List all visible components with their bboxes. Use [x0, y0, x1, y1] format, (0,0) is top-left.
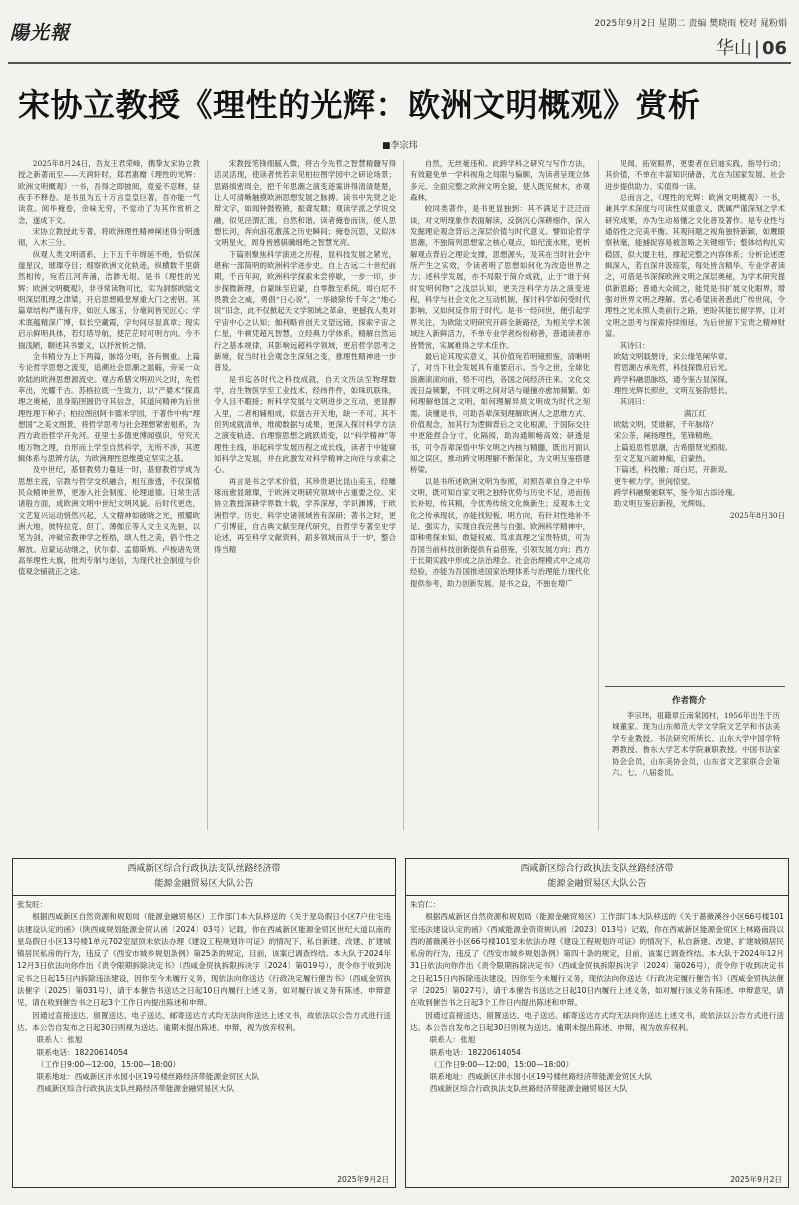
notice-issuer: 西咸新区综合行政执法支队丝路经济带能源金融贸易区大队: [36, 1084, 235, 1094]
poem-line: 下篇述，科技辙；哥白尼，开新说。: [613, 465, 733, 475]
notice-body: [17, 899, 391, 1096]
poem-line: 助文明互鉴启新程，光辉烁。: [613, 499, 710, 509]
notice-title-line2: 能源金融贸易区大队公告: [547, 879, 647, 889]
poem-line: 至文艺复兴破神痂，启蒙热。: [613, 453, 710, 463]
poem-line: 更牛顿力学，世间惊觉。: [613, 476, 696, 486]
dateline: 2025年9月2日 星期二 责编 樊晓雨 校对 晁粉娟: [594, 19, 787, 29]
author-title: 作者简介: [672, 696, 707, 706]
paragraph: 较同类著作，是书更显独到：其不满足于泛泛而谈，对文明现象作表面解读，反倒沉心深耕细作，深入发掘理论观念背后之深层价值与时代意义。譬如论哲学思潮，不独简列思想家之核心观点，如纪流水账，更析解观点背后之理论支撑，思想源头，及其在当时社会中所产生之实效，令读者明了思想如何化为改造世界之力；述科学发展，亦不局限于简介成就，止于“谁于何时发明何物”之浅层认知，更关注科学方法之演变进程，科学与社会文化之互动机制，探讨科学如何受时代影响，又如何反作用于时代。是书一经问世，便引起学界关注，为欧陆文明研究开辟全新路径，为相关学术领域注入新鲜活力，不单专业学者纷纷称善，普通读者亦皆赞赏，实属难得之学术佳作。: [410, 204, 590, 350]
section-name: 华山: [715, 38, 752, 59]
paragraph: 再言是书之学术价值，其珍贵堪比昆山美玉，经雕琢而愈显璀璨，于欧洲文明研究领域中占重要之位。宋协立教授深耕学界数十载，学养深厚，学识渊博，于欧洲哲学、历史、科学史诸领域皆有深研；著书之时，更广引博征，自古典文献至现代研究，自哲学专著至史学论述，再至科学文献资料，蹈多领域而从于一炉，整合得当精: [214, 476, 396, 554]
article-column-3: [410, 158, 590, 830]
notice-right: [405, 858, 789, 1188]
notice-title-line1: 西咸新区综合行政执法支队丝路经济带: [520, 864, 674, 874]
notice-paragraph: 因通过直接送达、留置送达、电子送达、邮寄送达方式均无法向你送达上述文书，故依法以公告方式进行送达。本公告自发布之日起30日则视为送达。逾期未提出陈述、申辩，视为放弃权利。: [17, 1010, 391, 1032]
section-label: 华山 | 06: [715, 38, 787, 59]
notice-contact: 联系人：张旭: [36, 1035, 83, 1045]
notice-date: 2025年9月2日: [337, 1175, 389, 1184]
notice-phone: 联系电话：18220614054: [429, 1047, 521, 1057]
paragraph: 最后论其现实意义，其价值宛若明镜照鉴，清晰明了，对当下社会发展具有重要启示。当今之世，全球化浪潮滚滚向前，势不可挡，各国之间经济往来、文化交流日益频繁，不同文明之间对话与碰撞亦愈加频繁。如何理解他国之文明，如何理解异质文明成为时代之刻需。读懂是书，可助吾辈深刻理解欧洲人之思维方式、价值观念，加其行为逻辑背后之文化根源，于国际交往中更能捏合分寸，化隔阂，助沟通顺畅高效；研透是书，可令吾辈深悟中华文明之内核与精髓，既出月面认知之误区，推动跨文明理解不断深化，为文明互鉴搭建桥梁。: [410, 351, 590, 475]
paragraph: 自然，无丝毫违和。此跨学科之研究与写作方法，有效避免单一学科视角之局限与偏颇，为读者呈现立体多元、全面完整之欧洲文明全貌，使人既见树木，亦观森林。: [410, 159, 590, 203]
poem-line: 欧陆文明载册诗，宋公缘笔阐华章。: [613, 351, 733, 361]
paragraph: 以是书所述欧洲文明为参照，对照吾辈自身之中华文明，既可知自家文明之独特优势与历史不足，进而扬长补短，传其精，令优秀传统文化焕新生；反观本土文化之传承现状，亦能找短板、明方向，有针对性地补不足、强实力，实现自我完善与自强。欧洲科学精神中，即种勇探未知、敢疑权威、笃求真理之宝贵特质，可为吾国当前科技创新提供有益借鉴，引领发展方向；西方于长期实践中形成之法治理念、社会治理模式中之成功经验，亦能为吾国推进国家治理体系与治理能力现代化提供参考，助力创新发展。是书之益，不独在增广: [410, 476, 590, 588]
paragraph: 纵观人类文明谱系，上下五千年绵延不绝，恰似深邃星汉，璀璨夺目；细察欧洲文化轨迹，纵横数千里蔚然相传，宛若江河奔涌，浩渺无垠。是书《理性的光辉：欧洲文明概观》，非寻常读物可比，实为洞察欧陆文明深层肌理之津梁，开启思想殿堂厚重大门之密钥。其篇章结构严谨有序，如匠人琢玉，分毫间皆见匠心；学术底蕴精深广博，似长空藏霞，字句间尽显真章；现实启示鲜明具体，若灯塔导航，使茫茫时可明方向。今不揣浅陋，聊述其书要义，以抒赏析之情。: [18, 249, 200, 350]
notice-title-line2: 能源金融贸易区大队公告: [154, 879, 254, 889]
notice-paragraph: 根据西咸新区自然资源和规划局（能源金融贸易区）工作部门本大队移送的《关于蔷薇溪谷小区66号楼101室违法建设认定的函》（西咸能源金资资规认函〔2023〕013号）记载，你在西咸新区能源金贸区上林路南段以西的蔷薇溪谷小区66号楼101室未依法办理《建设工程规划许可证》的情况下，私自新建、改建、扩建城镇居民私房的行为，违反了《西安市城乡规划条例》第四十条的规定，目前，该案已调查终结。本大队于2024年12月31日依法向你作出《责令限期拆除决定书》（西咸金贸执拆限拆决字〔2024〕第026号），责令你于收到决定书之日起15日内拆除违法建设，因你至今未履行义务，现依法向你送达《行政决定履行催告书》（西咸金贸执法催字〔2025〕第027号），请于本催告书送达之日起10日内履行上述义务，如对履行该义务有陈述、申辩意见，请在收到催告书之日起3个工作日内提出陈述和申辩。: [410, 912, 784, 1008]
paragraph: 宋教授笔锋细腻入微，将古今先哲之智慧精髓写得活灵活现，使读者恍若亲见柏拉图学园中之研论场景；思路缜密周全，把千年思潮之演变逐案讲得清清楚楚，让人可清晰触摸欧洲思想发展之脉搏。读书中先贤之论辩文字，如闻钟鼓铿锵，振聋发聩；观读学派之学说交融，似见泾渭汇流，自然和谐。读者掩卷而读，使人思想长河，奔向浪花激荡之历史瞬间；掩卷沉思，又似沐文明星火，周身皆感骐骥细绝之智慧光亮。: [214, 159, 396, 248]
notice-header: [13, 859, 395, 896]
notice-hours: （工作日9:00—12:00，15:00—18:00）: [36, 1059, 181, 1069]
article-byline: ■李宗玮: [382, 141, 418, 151]
poem-line: 哲思潮古承先哲，科技探微启后光。: [613, 363, 733, 373]
column-divider: [403, 160, 404, 830]
article-column-2: [214, 158, 396, 830]
notice-issuer: 西咸新区综合行政执法支队丝路经济带能源金融贸易区大队: [429, 1084, 628, 1094]
notice-date: 2025年9月2日: [730, 1175, 782, 1184]
poem-line: 上篇追思哲思潮，古希腊贤光照彻。: [613, 442, 733, 452]
paragraph: 及中世纪，基督教势力蔓延一时，基督教哲学成为思想主流，宗教与哲学交织融合，相互渗透，不仅深植民众精神世界，更渗入社会制度、伦理道德、日常生活诸般方面，成欧洲文明中世纪文明风貌。后时代更迭，文艺复兴运动悄然兴起，人文精神如破晓之光，照耀欧洲大地，彼特拉克、但丁、薄伽丘等人文主义先驱，以笔为剑，冲破宗教神学之桎梏，颂人性之美，倡个性之解放。启蒙运动继之，伏尔泰、孟德斯鸠、卢梭诸先贤高举理性大旗，批判专制与迷信，为现代社会制度与价值观念铺就正之途。: [18, 465, 200, 577]
author-bio: [612, 710, 780, 778]
notice-title-line1: 西咸新区综合行政执法支队丝路经济带: [127, 864, 281, 874]
notice-address: 联系地址：西咸新区沣水园小区19号楼丝路经济带能源金贸区大队: [36, 1072, 260, 1082]
column-divider: [207, 160, 208, 830]
paragraph: 见闻、拓宽眼界，更要者在启迪实践、指导行动；其价值，不单在丰富知识储备，尤在为国家发展、社会进步提供助力、实值得一读。: [605, 159, 785, 191]
poem-title: 满江红: [683, 408, 707, 418]
poem-label: 其词曰：: [619, 397, 650, 407]
column-divider: [598, 160, 599, 830]
paragraph: 是书迄各时代之科技成就，自天文历法至物理数学，自生物医学至工业技术，经纬件件，如珠玑联珠，令人目不暇接；析科学发展与文明进步之互动，更显醇入里，二者相辅相成，似盘古开天地，缺一不可。其不但列成就清单，堆砌数据与成果，更深入探讨科学方法之演变轨迹、自理察思想之跳跃质变，以“科学精神”等理性主线，串起科学发展历程之成长线，读者于中能窥知科学之发展，并在此激发对科学精神之向往与求索之心。: [214, 374, 396, 475]
article-date: 2025年8月30日: [729, 510, 785, 520]
notice-phone: 联系电话：18220614054: [36, 1047, 128, 1057]
article-column-4: [605, 158, 785, 666]
header-divider: [8, 62, 791, 64]
paragraph: 下篇则聚焦科学演进之历程，显科技发展之紧光，堪称一部简明的欧洲科学进步史。自上古远二十世纪前期，千百年间，欧洲科学探索未尝停歇，一步一印，步步探微新理，自蒙昧至启蒙，自零散至系统。哥白尼不畏教会之威，勇倡“日心说”，一举破除传千年之“地心说”旧念，此不仅掀起天文学领域之革命，更撼我人类对宇宙中心之认知；伽利略首创天文望远镜，探索宇宙之仁星，牛顿凭超凡智慧，立经典力学体系，精解自然运行之基本规律，其影响远超科学领域，更启哲学思考之新境，促当时社会观念生深刻之变，推理性精神进一步普及。: [214, 249, 396, 373]
poem-line: 宋公茶，阐扬理性，笔锋精绝。: [613, 431, 718, 441]
article-column-1: [18, 158, 200, 830]
page-number: 06: [761, 38, 787, 59]
poem-line: 跨学科融思脉络，通今鉴古显深探。: [613, 374, 733, 384]
notice-hours: （工作日9:00—12:00，15:00—18:00）: [429, 1059, 574, 1069]
notice-header: [406, 859, 788, 896]
poem-line: 理性光辉长照世，文明互鉴韵悠长。: [613, 385, 733, 395]
notice-address: 联系地址：西咸新区沣水园小区19号楼丝路经济带能源金贸区大队: [429, 1072, 653, 1082]
notice-left: [12, 858, 396, 1188]
notice-addressee: 朱官仁：: [410, 900, 441, 909]
paragraph: 总而言之，《理性的光辉：欧洲文明概观》一书，兼具学术深度与可读性双重意义，既属严谨深刻之学术研究成果，亦为生动易懂之文化普及著作。是专业性与通俗性之完美平衡。其观问题之视角独特新颖，如鹰眼察秋毫，能捕捉容易被忽略之关键细节；整体结构扎实稳固，似大厦主柱，撑起完整之内容体系；分析论述逻辑深入，若自深井汲琼浆，每处皆含精华。专业学者读之，可借是书深探欧洲文明之深层奥秘，为学术研究提供新思路；普通大众阅之，能凭是书扩展文化眼界，增强对世界文明之理解。衷心希望读者悉此广传世间，令理性之光永照人类前行之路，更盼其能长留学界，让对文明之思考与探索持续绵延，为后世留下宝贵之精神财富。: [605, 193, 785, 339]
notice-paragraph: 因通过直接送达、留置送达、电子送达、邮寄送达方式均无法向你送达上述文书，故依法以公告方式进行送达。本公告自发布之日起30日则视为送达。逾期未提出陈述、申辩，视为放弃权利。: [410, 1010, 784, 1032]
notice-addressee: 张发旺：: [17, 900, 48, 909]
paragraph: 全书精分为上下两篇，脉络分明，各有侧重。上篇专论哲学思想之流变，追溯社会思潮之滥觞，旁采一众欧陆的欧洲思想源流史。观古希腊文明初兴之时，先哲萃出，光耀千古。苏格拉底一生致力，以“产婆术”探真理之奥秘，虽身陷囹圄仍守其信念，其道问精神为后世理性理下种子；柏拉图创阿卡德米学园，于著作中构“理想国”之美文图景，将哲学思考与社会理想紧密相系，为西方政治哲学开先河。亚里士多德更博闻强识，穷究天地万物之理，自形而上学至自然科学，无所不涉，其逻辑体系与思辨方法，为欧洲理性思维奠定坚实之基。: [18, 351, 200, 463]
poem-line: 跨学科融聚驰联军，鉴今知古添诗瑰。: [613, 487, 740, 497]
notice-contact: 联系人：张旭: [429, 1035, 476, 1045]
paragraph: 宋协立教授此专著，将欧洲理性精神阐述得分明透彻，入木三分。: [18, 227, 200, 248]
paragraph: 2025年8月24日，吾友王君荣峰，携挚友宋协立教授之新著而至——天润轩时，郑君惠赠《理性的光辉：欧洲文明概观》一书，吾得之即披阅，竟爱不忍释，昼夜手不释卷。是书虽为五十万言皇皇巨著，吾亦能一气读竟。阅毕掩卷，余味无穷，不觉动了为其作赏析之念，遂成下文。: [18, 159, 200, 225]
notice-paragraph: 根据西咸新区自然资源和规划局（能源金融贸易区）工作部门本大队移送的《关于星岛假日小区7户住宅违法建设认定的函》（陕西咸规划能源金贸认函〔2024〕03号）记载，你在西咸新区能源金贸区世纪大道以南的星岛假日小区13号楼1单元702室屋顶未依法办理《建设工程规划许可证》的情况下，私自新建、改建、扩建城镇居民私房的行为，违反了《西安市城乡规划条例》第25条的规定，目前，该案已调查终结。本大队于2024年12月3日依法向你作出《责令限期拆除决定书》（西咸金贸执拆限拆决字〔2024〕第019号），责令你于收到决定书之日起15日内拆除违法建设，因你至今未履行义务，现依法向你送达《行政决定履行催告书》（西咸金贸执法催字〔2025〕第031号），请于本催告书送达之日起10日内履行上述义务，如对履行该义务有陈述、申辩意见，请在收到催告书之日起3个工作日内提出陈述和申辩。: [17, 912, 391, 1008]
poem-line: 欧陆文明，凭谁解，千年脉络？: [613, 419, 718, 429]
notice-body: [410, 899, 784, 1096]
author-bio-text: 李宗玮，祖籍章丘南棠园村，1956年出生于历城董家。现为山东师范大学文学院文艺学和书法美学专业教授、书法研究所所长、山东大学中国学特聘教授、鲁东大学艺术学院兼职教授。中国书法家协会会员，山东美协会员，山东省文艺家联合会第六、七、八届委员。: [612, 711, 780, 778]
article-headline: 宋协立教授《理性的光辉：欧洲文明概观》赏析: [18, 86, 701, 124]
masthead-logo: 陽光報: [10, 22, 71, 44]
poem-label: 其诗曰：: [619, 340, 650, 350]
